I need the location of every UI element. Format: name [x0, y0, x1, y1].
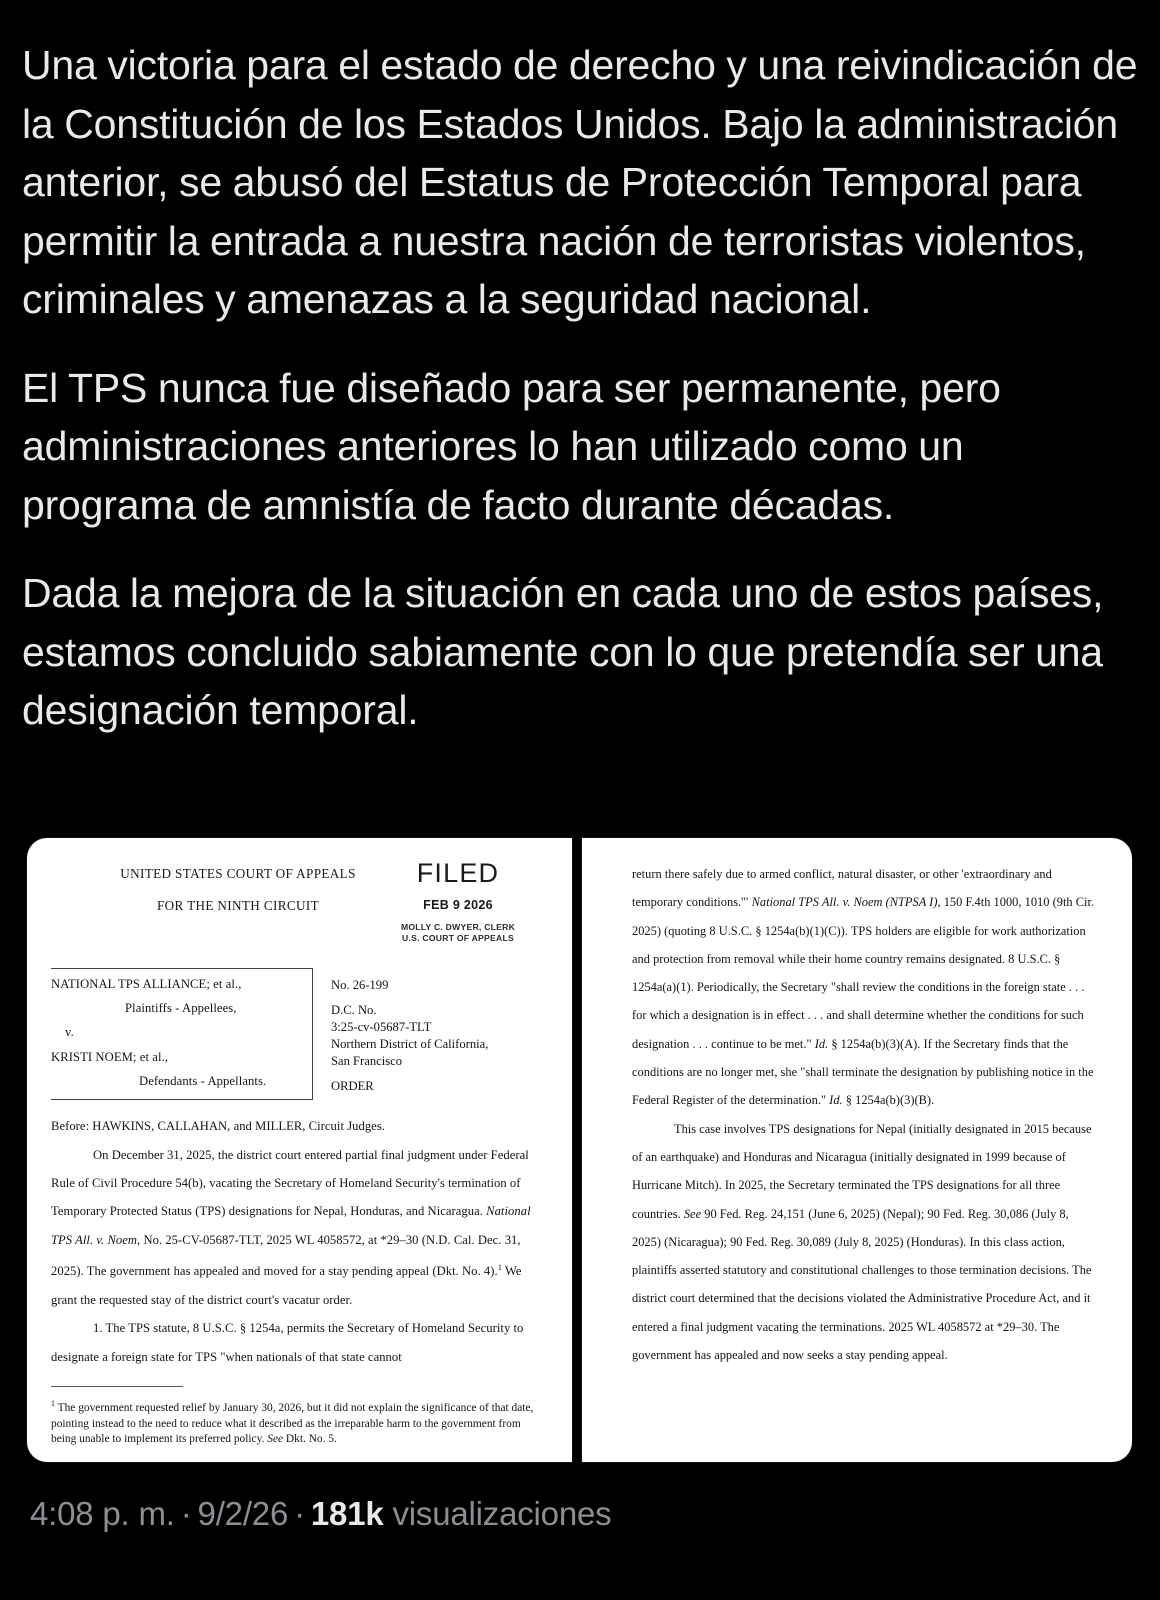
court-name-line: UNITED STATES COURT OF APPEALS — [120, 866, 356, 881]
case-caption — [51, 968, 548, 1100]
clerk-info — [374, 922, 542, 943]
footnote-see-signal: See — [267, 1433, 284, 1446]
panel-judges-line: Before: HAWKINS, CALLAHAN, and MILLER, Circuit Judges. — [51, 1119, 385, 1134]
right-p1-id-cite-1: Id. — [814, 1036, 829, 1051]
right-p1-segment-a: return there safely due to armed conflict, natural disaster, or other 'extraordinary and temporary conditions.'" — [632, 867, 1052, 910]
right-p1-segment-b: , 150 F.4th 1000, 1010 (9th Cir. 2025) (quoting 8 U.S.C. § 1254a(b)(1)(C)). TPS holders are eligible for work authorization and protection from removal while their home country remains designated. 8 U.S.C. § 1254a(a)(1). Periodically, the Secretary "shall review the conditions in the foreign state . . . for which a designation is in effect . . . and shall determine whether the conditions for such designation . . . continue to be met." — [632, 895, 1095, 1051]
opinion-p1-segment-c: We grant the requested stay of the district court's vacatur order. — [51, 1264, 522, 1307]
court-document-page-2[interactable] — [582, 838, 1132, 1462]
footnote-block — [51, 1386, 548, 1448]
footnote-text — [51, 1396, 548, 1448]
right-paragraph-1 — [632, 860, 1098, 1115]
footnote-divider — [51, 1386, 183, 1387]
court-circuit-line: FOR THE NINTH CIRCUIT — [156, 898, 320, 913]
views-label[interactable]: visualizaciones — [392, 1495, 612, 1532]
tweet-media-grid — [27, 838, 1132, 1462]
court-document-header — [51, 858, 548, 962]
opinion-paragraph-2: 1. The TPS statute, 8 U.S.C. § 1254a, permits the Secretary of Homeland Security to designate a foreign state for TPS "when nationals of that state cannot — [51, 1321, 524, 1364]
tweet-meta-line — [30, 1494, 611, 1534]
right-p2-see-signal: See — [683, 1206, 702, 1221]
filed-label: FILED — [416, 858, 500, 888]
court-opinion-body-left — [51, 1112, 548, 1371]
footnote-body: The government requested relief by January 30, 2026, but it did not explain the significance of that date, pointing instead to the need to reduce what it described as the irreparable harm to the government from being unable to implement its preferred policy. — [51, 1402, 534, 1446]
caption-defendant: KRISTI NOEM; et al., — [51, 1049, 169, 1064]
right-p1-segment-d: § 1254a(b)(3)(B). — [842, 1093, 935, 1108]
footnote-marker: 1 — [51, 1399, 55, 1409]
district-court-info — [331, 1002, 488, 1070]
clerk-court: U.S. COURT OF APPEALS — [402, 932, 514, 943]
views-count[interactable]: 181k — [310, 1495, 384, 1532]
tweet-paragraph-1: Una victoria para el estado de derecho y una reivindicación de la Constitución de los Estados Unidos. Bajo la administración anterior, se abusó del Estatus de Protección Temporal para permitir la entrada a nuestra nación de terroristas violentos, criminales y amenazas a la seguridad nacional. — [22, 42, 1138, 322]
caption-plaintiff-role: Plaintiffs - Appellees, — [125, 1001, 237, 1016]
tweet-date: 9/2/26 — [197, 1495, 289, 1532]
filed-date: FEB 9 2026 — [423, 898, 493, 912]
meta-separator-1: · — [180, 1495, 192, 1532]
right-paragraph-2 — [632, 1115, 1098, 1370]
dc-no-label: D.C. No. — [331, 1003, 377, 1017]
dc-no-value: 3:25-cv-05687-TLT — [331, 1020, 432, 1034]
court-title-block — [51, 866, 411, 914]
right-p1-id-cite-2: Id. — [829, 1093, 843, 1108]
court-opinion-body-right — [632, 860, 1098, 1369]
right-p2-segment-b: 90 Fed. Reg. 24,151 (June 6, 2025) (Nepal); 90 Fed. Reg. 30,086 (July 8, 2025) (Nicaragua); 90 Fed. Reg. 30,089 (July 8, 2025) (Honduras). In this class action, plaintiffs asserted statutory and constitutional challenges to those termination decisions. The district court determined that the decisions violated the Administrative Procedure Act, and it entered a final judgment vacating the terminations. 2025 WL 4058572 at *29–30. The government has appealed and now seeks a stay pending appeal. — [632, 1206, 1092, 1363]
tweet-paragraph-2: El TPS nunca fue diseñado para ser permanente, pero administraciones anteriores lo han utilizado como un programa de amnistía de facto durante décadas. — [22, 364, 1001, 528]
opinion-p1-segment-a: On December 31, 2025, the district court entered partial final judgment under Federal Rule of Civil Procedure 54(b), vacating the Secretary of Homeland Security's termination of Temporary Protected Status (TPS) designations for Nepal, Honduras, and Nicaragua. — [51, 1147, 529, 1219]
footnote-reference-marker: 1 — [497, 1263, 502, 1273]
footnote-docket-ref: Dkt. No. 5. — [283, 1433, 337, 1446]
document-type: ORDER — [331, 1079, 374, 1093]
caption-defendant-role: Defendants - Appellants. — [139, 1073, 267, 1088]
district-line-2: San Francisco — [331, 1054, 402, 1068]
filed-stamp — [374, 860, 542, 943]
opinion-p1-case-cite: National TPS All. v. Noem — [51, 1204, 531, 1247]
tweet-footer — [0, 1494, 1160, 1534]
opinion-paragraph-1 — [51, 1141, 548, 1315]
case-caption-meta — [313, 968, 488, 1100]
district-line-1: Northern District of California, — [331, 1037, 489, 1051]
case-caption-parties — [51, 968, 313, 1100]
case-number: No. 26-199 — [331, 978, 389, 992]
caption-versus: v. — [65, 1025, 74, 1040]
tweet-paragraph-3: Dada la mejora de la situación en cada uno de estos países, estamos concluido sabiamente con lo que pretendía ser una designación temporal. — [22, 570, 1104, 733]
court-document-page-1[interactable] — [27, 838, 572, 1462]
right-p1-case-cite: National TPS All. v. Noem (NTPSA I) — [751, 895, 938, 910]
right-p1-segment-c: § 1254a(b)(3)(A). If the Secretary finds that the conditions are no longer met, she "shall terminate the designation by publishing notice in the Federal Register of the determination." — [632, 1036, 1094, 1108]
tweet-text-body — [0, 0, 1160, 740]
caption-plaintiff: NATIONAL TPS ALLIANCE; et al., — [51, 977, 242, 991]
meta-separator-2: · — [294, 1495, 305, 1532]
clerk-name: MOLLY C. DWYER, CLERK — [400, 922, 516, 932]
opinion-p1-segment-b: , No. 25-CV-05687-TLT, 2025 WL 4058572, at *29–30 (N.D. Cal. Dec. 31, 2025). The government has appealed and moved for a stay pending appeal (Dkt. No. 4). — [51, 1232, 521, 1279]
tweet-time: 4:08 p. m. — [30, 1495, 175, 1532]
right-p2-segment-a: This case involves TPS designations for Nepal (initially designated in 2015 because of an earthquake) and Honduras and Nicaragua (initially designated in 1999 because of Hurricane Mitch). In 2025, the Secretary terminated the TPS designations for all three countries. — [632, 1121, 1092, 1221]
